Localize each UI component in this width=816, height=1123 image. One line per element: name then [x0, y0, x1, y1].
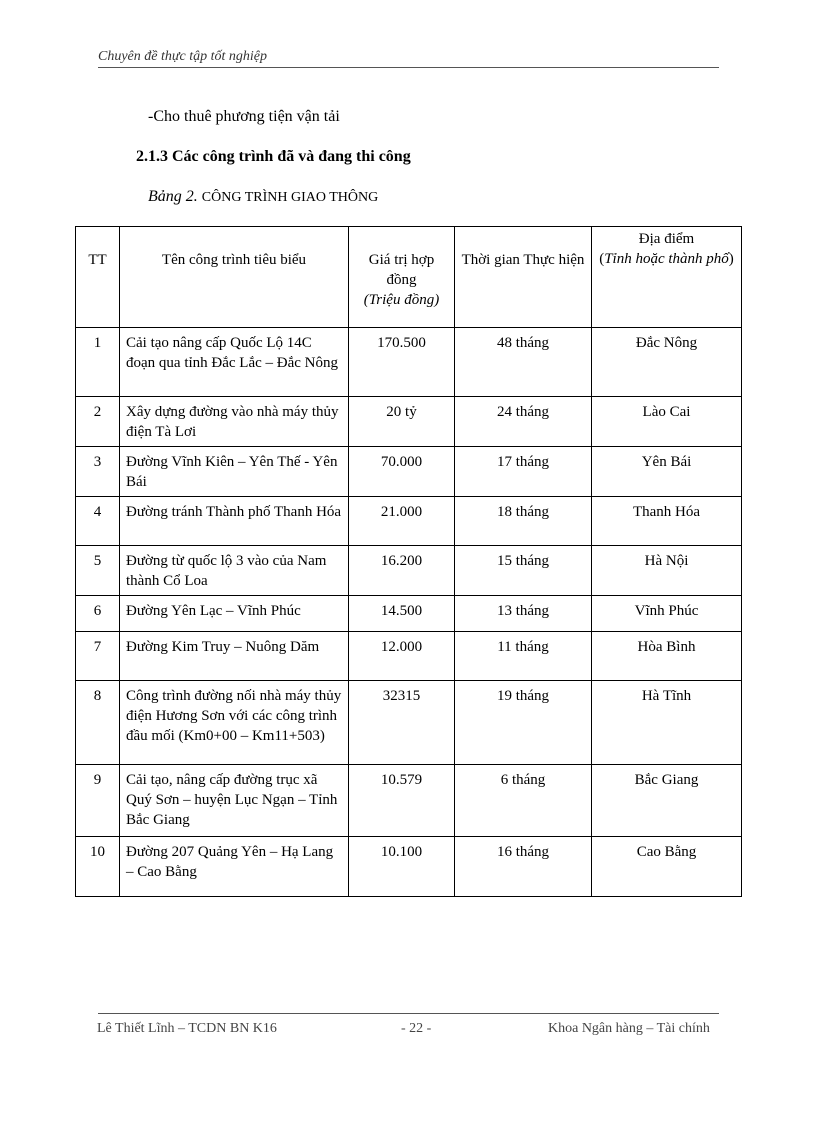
cell-name: Xây dựng đường vào nhà máy thủy điện Tà Lơi	[120, 397, 349, 447]
footer-author: Lê Thiết Lĩnh – TCDN BN K16	[97, 1021, 277, 1036]
table-row	[76, 497, 742, 546]
cell-value: 10.579	[349, 765, 455, 837]
caption-title: CÔNG TRÌNH GIAO THÔNG	[201, 190, 379, 205]
header-location: Địa điểm (Tỉnh hoặc thành phố)	[592, 227, 742, 328]
cell-name: Đường Vĩnh Kiên – Yên Thế - Yên Bái	[120, 447, 349, 497]
header-value-main: Giá trị hợp đồng	[368, 252, 435, 288]
footer-page-number: - 22 -	[401, 1021, 432, 1036]
cell-name: Đường Kim Truy – Nuông Dăm	[120, 632, 349, 681]
table-row	[76, 397, 742, 447]
cell-tt: 9	[76, 765, 120, 837]
cell-location: Bắc Giang	[592, 765, 742, 837]
table-caption	[148, 188, 378, 206]
table-row	[76, 681, 742, 765]
header-name: Tên công trình tiêu biểu	[120, 227, 349, 328]
cell-time: 13 tháng	[455, 596, 592, 632]
header-value	[349, 227, 455, 328]
cell-tt: 1	[76, 328, 120, 397]
cell-tt: 2	[76, 397, 120, 447]
cell-tt: 7	[76, 632, 120, 681]
cell-location: Vĩnh Phúc	[592, 596, 742, 632]
table-row	[76, 328, 742, 397]
header-tt: TT	[76, 227, 120, 328]
cell-time: 17 tháng	[455, 447, 592, 497]
cell-name: Cải tạo, nâng cấp đường trục xã Quý Sơn – huyện Lục Ngạn – Tỉnh Bắc Giang	[120, 765, 349, 837]
running-header: Chuyên đề thực tập tốt nghiệp	[98, 49, 719, 68]
works-table	[75, 226, 742, 897]
cell-time: 6 tháng	[455, 765, 592, 837]
caption-label: Bảng 2.	[148, 188, 198, 205]
cell-name: Đường từ quốc lộ 3 vào của Nam thành Cổ Loa	[120, 546, 349, 596]
cell-location: Yên Bái	[592, 447, 742, 497]
cell-location: Hà Tĩnh	[592, 681, 742, 765]
table-header-row	[76, 227, 742, 328]
header-location-main: Địa điểm	[638, 231, 695, 247]
header-value-unit: (Triệu đồng)	[363, 292, 440, 308]
footer-rule	[98, 1013, 719, 1014]
cell-time: 18 tháng	[455, 497, 592, 546]
cell-value: 14.500	[349, 596, 455, 632]
cell-tt: 6	[76, 596, 120, 632]
cell-location: Cao Bằng	[592, 837, 742, 897]
cell-value: 32315	[349, 681, 455, 765]
cell-value: 20 tỷ	[349, 397, 455, 447]
cell-location: Lào Cai	[592, 397, 742, 447]
table-row	[76, 632, 742, 681]
cell-time: 19 tháng	[455, 681, 592, 765]
table-row	[76, 596, 742, 632]
cell-time: 48 tháng	[455, 328, 592, 397]
cell-value: 10.100	[349, 837, 455, 897]
table-row	[76, 837, 742, 897]
cell-tt: 5	[76, 546, 120, 596]
table-row	[76, 765, 742, 837]
cell-time: 24 tháng	[455, 397, 592, 447]
cell-tt: 10	[76, 837, 120, 897]
cell-value: 70.000	[349, 447, 455, 497]
cell-value: 170.500	[349, 328, 455, 397]
section-heading: 2.1.3 Các công trình đã và đang thi công	[136, 148, 411, 165]
cell-name: Đường tránh Thành phố Thanh Hóa	[120, 497, 349, 546]
cell-location: Đắc Nông	[592, 328, 742, 397]
cell-tt: 4	[76, 497, 120, 546]
cell-location: Thanh Hóa	[592, 497, 742, 546]
table-row	[76, 546, 742, 596]
cell-tt: 8	[76, 681, 120, 765]
bullet-line: -Cho thuê phương tiện vận tải	[148, 108, 340, 125]
cell-name: Đường Yên Lạc – Vĩnh Phúc	[120, 596, 349, 632]
cell-location: Hà Nội	[592, 546, 742, 596]
header-time: Thời gian Thực hiện	[455, 227, 592, 328]
cell-value: 12.000	[349, 632, 455, 681]
header-location-sub: Tỉnh hoặc thành phố	[604, 251, 729, 267]
cell-value: 21.000	[349, 497, 455, 546]
cell-value: 16.200	[349, 546, 455, 596]
cell-time: 11 tháng	[455, 632, 592, 681]
cell-name: Công trình đường nối nhà máy thủy điện Hương Sơn với các công trình đầu mối (Km0+00 – Km11+503)	[120, 681, 349, 765]
cell-name: Đường 207 Quảng Yên – Hạ Lang – Cao Bằng	[120, 837, 349, 897]
cell-tt: 3	[76, 447, 120, 497]
cell-time: 16 tháng	[455, 837, 592, 897]
cell-time: 15 tháng	[455, 546, 592, 596]
footer-faculty: Khoa Ngân hàng – Tài chính	[548, 1021, 710, 1036]
cell-location: Hòa Bình	[592, 632, 742, 681]
cell-name: Cải tạo nâng cấp Quốc Lộ 14C đoạn qua tỉnh Đắc Lắc – Đắc Nông	[120, 328, 349, 397]
table-row	[76, 447, 742, 497]
